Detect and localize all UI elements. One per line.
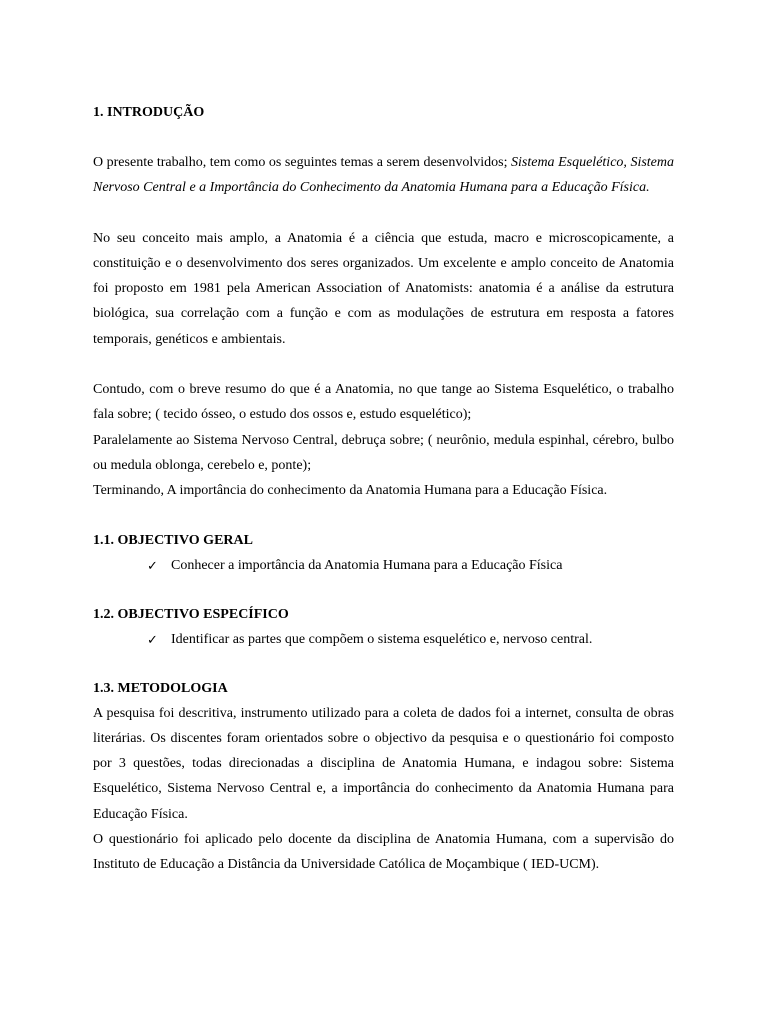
section-heading-general-objective: 1.1. OBJECTIVO GERAL (93, 532, 253, 548)
intro-topics: Sistema Esquelético, Sistema Nervoso Central e a Importância do Conhecimento da Anatomia Humana para a Educação Física. (93, 155, 674, 196)
checkmark-icon: ✓ (147, 557, 158, 573)
section-heading-methodology: 1.3. METODOLOGIA (93, 680, 228, 696)
intro-lead: O presente trabalho, tem como os seguintes temas a serem desenvolvidos; (93, 155, 511, 170)
intro-paragraph (93, 150, 674, 201)
general-objective-item (93, 553, 674, 578)
checkmark-icon: ✓ (147, 631, 158, 647)
specific-objective-item (93, 627, 674, 652)
section-heading-specific-objective: 1.2. OBJECTIVO ESPECÍFICO (93, 606, 289, 622)
specific-objective-text: Identificar as partes que compõem o sistema esquelético e, nervoso central. (171, 631, 593, 647)
conclusion-line: Terminando, A importância do conhecimento da Anatomia Humana para a Educação Física. (93, 483, 608, 499)
section-heading-introduction: 1. INTRODUÇÃO (93, 105, 205, 120)
methodology-paragraph-2: O questionário foi aplicado pelo docente da disciplina de Anatomia Humana, com a supervisão do Instituto de Educação a Distância da Universidade Católica de Moçambique ( IED-UCM). (93, 832, 674, 873)
skeletal-system-paragraph: Contudo, com o breve resumo do que é a Anatomia, no que tange ao Sistema Esquelético, o trabalho fala sobre; ( tecido ósseo, o estudo dos ossos e, estudo esquelético); (93, 382, 674, 423)
general-objective-text: Conhecer a importância da Anatomia Humana para a Educação Física (171, 557, 563, 573)
anatomy-definition-paragraph: No seu conceito mais amplo, a Anatomia é a ciência que estuda, macro e microscopicamente, a constituição e o desenvolvimento dos seres organizados. Um excelente e amplo conceito de Anatomia foi proposto em 1981 pela American Association of Anatomists: anatomia é a análise da estrutura biológica, sua correlação com a função e com as modulações de estrutura em resposta a fatores temporais, genéticos e ambientais. (93, 230, 674, 347)
methodology-paragraph-1: A pesquisa foi descritiva, instrumento utilizado para a coleta de dados foi a internet, consulta de obras literárias. Os discentes foram orientados sobre o objectivo da pesquisa e o questionário foi composto por 3 questões, todas direcionadas a disciplina de Anatomia Humana, e indagou sobre: Sistema Esquelético, Sistema Nervoso Central e, a importância do conhecimento da Anatomia Humana para Educação Física. (93, 705, 674, 822)
nervous-system-paragraph: Paralelamente ao Sistema Nervoso Central, debruça sobre; ( neurônio, medula espinhal, cérebro, bulbo ou medula oblonga, cerebelo e, ponte); (93, 432, 674, 473)
